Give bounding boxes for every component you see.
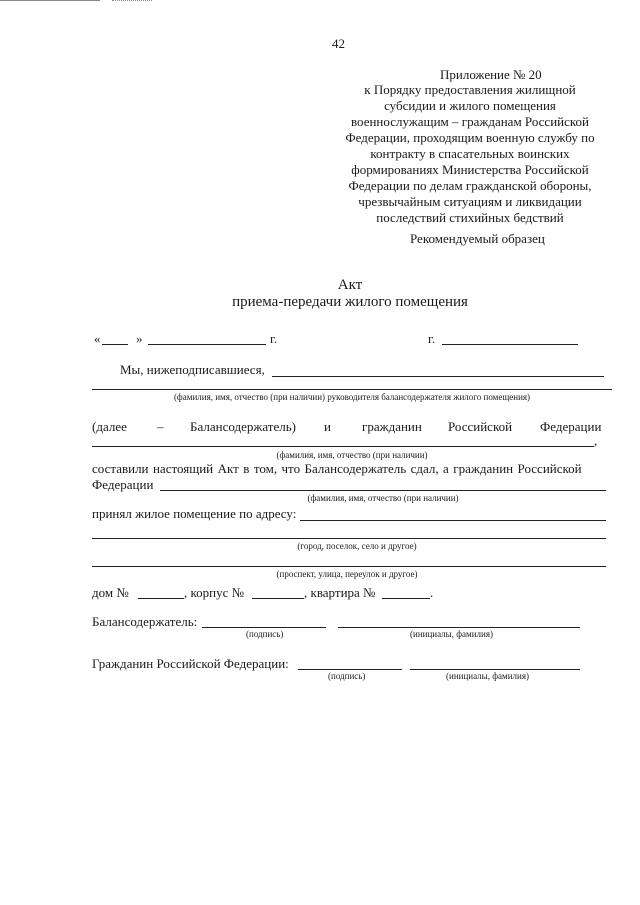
appendix-line: контракту в спасательных воинских xyxy=(370,146,570,161)
act-subtitle: приема-передачи жилого помещения xyxy=(232,294,468,310)
hereinafter-word: (далее xyxy=(92,419,127,434)
recommended-sample-label: Рекомендуемый образец xyxy=(410,231,545,246)
appendix-text xyxy=(340,82,600,226)
citizen-signature-field[interactable] xyxy=(298,669,402,670)
comma: , xyxy=(594,433,598,448)
year-suffix: г. xyxy=(270,331,278,346)
caption-holder-signature: (подпись) xyxy=(246,629,284,639)
holder-signature-field[interactable] xyxy=(202,627,326,628)
city-field[interactable] xyxy=(442,344,578,345)
month-field[interactable] xyxy=(148,344,266,345)
street-field[interactable] xyxy=(92,566,606,567)
city-settlement-field[interactable] xyxy=(92,538,606,539)
accepted-text: принял жилое помещение по адресу: xyxy=(92,506,297,521)
date-close-quote: » xyxy=(136,331,143,346)
caption-citizen-name-2: (фамилия, имя, отчество (при наличии) xyxy=(307,493,459,503)
caption-holder-initials: (инициалы, фамилия) xyxy=(410,629,493,639)
scan-edge-mark xyxy=(112,0,152,1)
house-number-field[interactable] xyxy=(138,598,184,599)
scan-edge-mark xyxy=(0,0,100,1)
city-suffix: г. xyxy=(428,331,436,346)
citizen-initials-field[interactable] xyxy=(410,669,580,670)
drew-up-text: составили настоящий Акт в том, что Балансодержатель сдал, а гражданин Российской xyxy=(92,461,582,476)
period: . xyxy=(430,585,434,600)
apartment-label: , квартира № xyxy=(304,585,376,600)
federation-text: Федерации xyxy=(92,477,154,492)
building-number-field[interactable] xyxy=(252,598,304,599)
hereinafter-word: Российской xyxy=(448,419,513,434)
hereinafter-word: гражданин xyxy=(362,419,422,434)
citizen-name-field[interactable] xyxy=(92,446,594,447)
hereinafter-word: Балансодержатель) xyxy=(190,419,296,434)
appendix-line: военнослужащим – гражданам Российской xyxy=(351,114,589,129)
building-label: , корпус № xyxy=(184,585,245,600)
hereinafter-word: и xyxy=(324,419,331,434)
appendix-line: субсидии и жилого помещения xyxy=(384,98,556,113)
caption-citizen-signature: (подпись) xyxy=(328,671,366,681)
undersigned-field[interactable] xyxy=(272,376,604,377)
holder-label: Балансодержатель: xyxy=(92,614,198,629)
appendix-line: чрезвычайным ситуациям и ликвидации xyxy=(358,194,582,209)
appendix-line: к Порядку предоставления жилищной xyxy=(364,82,576,97)
hereinafter-word: Федерации xyxy=(540,419,602,434)
hereinafter-word: – xyxy=(157,419,164,434)
caption-street: (проспект, улица, переулок и другое) xyxy=(276,569,418,579)
we-undersigned-text: Мы, нижеподписавшиеся, xyxy=(120,362,265,377)
caption-city-settlement: (город, поселок, село и другое) xyxy=(297,541,417,551)
head-name-field[interactable] xyxy=(92,389,612,390)
house-label: дом № xyxy=(92,585,129,600)
act-title: Акт xyxy=(337,277,363,293)
apartment-number-field[interactable] xyxy=(382,598,430,599)
appendix-line: Федерации, проходящим военную службу по xyxy=(345,130,595,145)
date-open-quote: « xyxy=(94,331,101,346)
appendix-line: последствий стихийных бедствий xyxy=(376,210,564,225)
day-field[interactable] xyxy=(102,344,128,345)
citizen-label: Гражданин Российской Федерации: xyxy=(92,656,289,671)
appendix-title: Приложение № 20 xyxy=(440,67,542,82)
address-field[interactable] xyxy=(300,520,606,521)
appendix-line: формированиях Министерства Российской xyxy=(351,162,589,177)
appendix-line: Федерации по делам гражданской обороны, xyxy=(348,178,592,193)
caption-citizen-name: (фамилия, имя, отчество (при наличии) xyxy=(276,450,428,460)
caption-citizen-initials: (инициалы, фамилия) xyxy=(446,671,529,681)
holder-initials-field[interactable] xyxy=(338,627,580,628)
citizen-name-field-2[interactable] xyxy=(160,490,606,491)
page-number: 42 xyxy=(332,36,345,51)
caption-head-name: (фамилия, имя, отчество (при наличии) руководителя балансодержателя жилого помещения) xyxy=(173,392,531,402)
